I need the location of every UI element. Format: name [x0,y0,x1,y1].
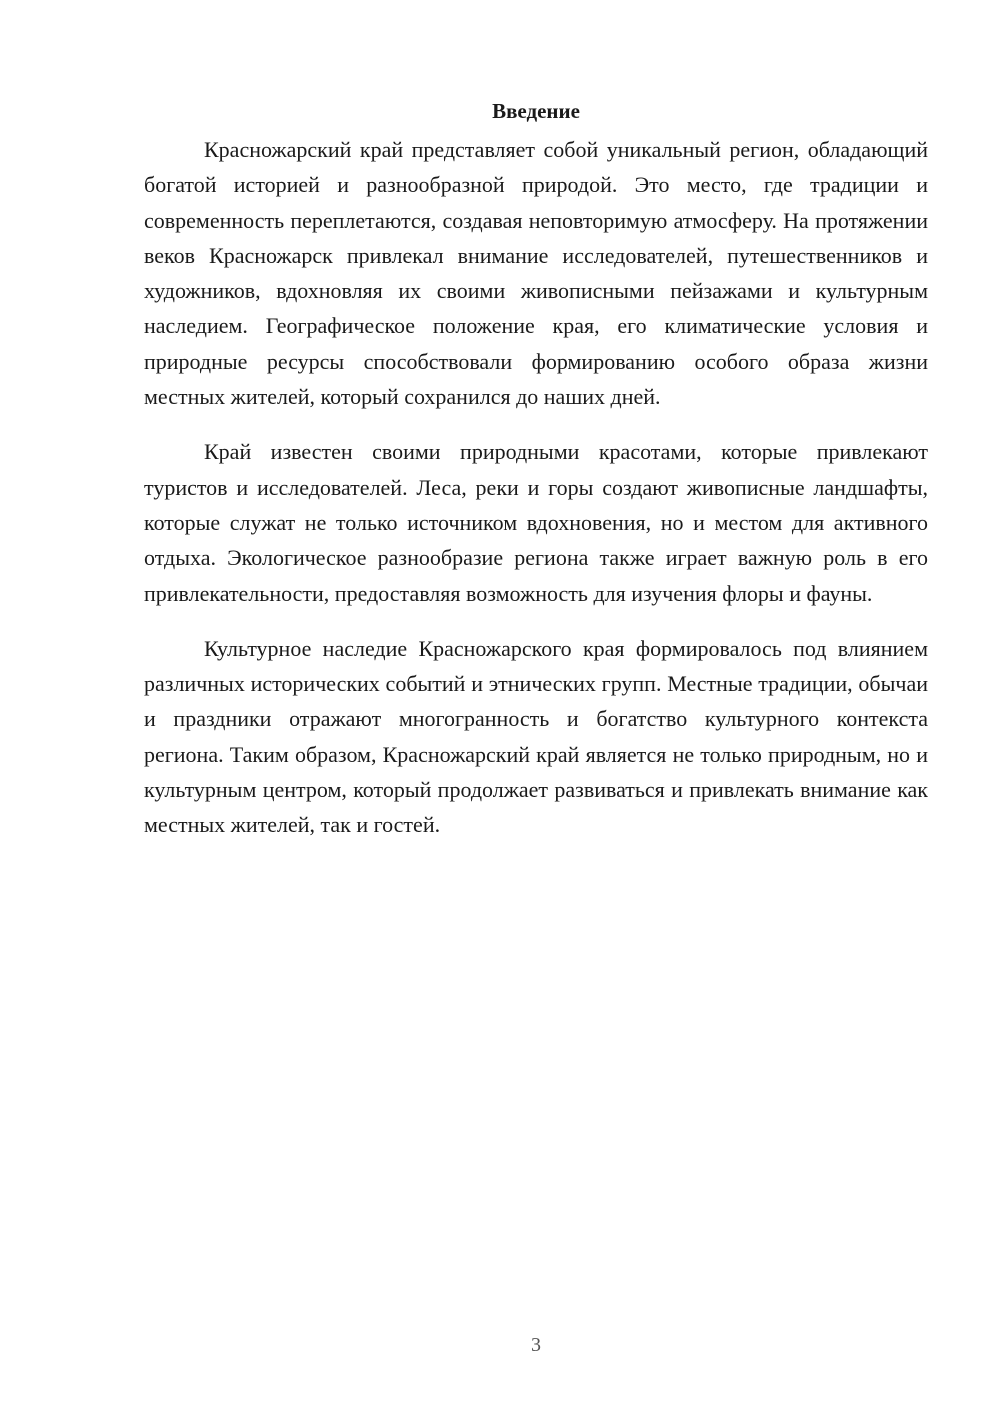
paragraph-1: Красножарский край представляет собой уникальный регион, обладающий богатой историей и разнообразной природой. Это место, где традиции и современность переплетаются, создавая неповторимую атмосферу. На протяжении веков Красножарск привлекал внимание исследователей, путешественников и художников, вдохновляя их своими живописными пейзажами и культурным наследием. Географическое положение края, его климатические условия и природные ресурсы способствовали формированию особого образа жизни местных жителей, который сохранился до наших дней. [144,137,928,410]
page-content [144,96,928,863]
paragraph-3: Культурное наследие Красножарского края формировалось под влиянием различных исторических событий и этнических групп. Местные традиции, обычаи и праздники отражают многогранность и богатство культурного контекста региона. Таким образом, Красножарский край является не только природным, но и культурным центром, который продолжает развиваться и привлекать внимание как местных жителей, так и гостей. [144,635,928,838]
section-heading: Введение [492,99,580,123]
page-number: 3 [531,1334,541,1356]
paragraph-2: Край известен своими природными красотами, которые привлекают туристов и исследователей. Леса, реки и горы создают живописные ландшафты, которые служат не только источником вдохновения, но и местом для активного отдыха. Экологическое разнообразие региона также играет важную роль в его привлекательности, предоставляя возможность для изучения флоры и фауны. [144,439,928,606]
